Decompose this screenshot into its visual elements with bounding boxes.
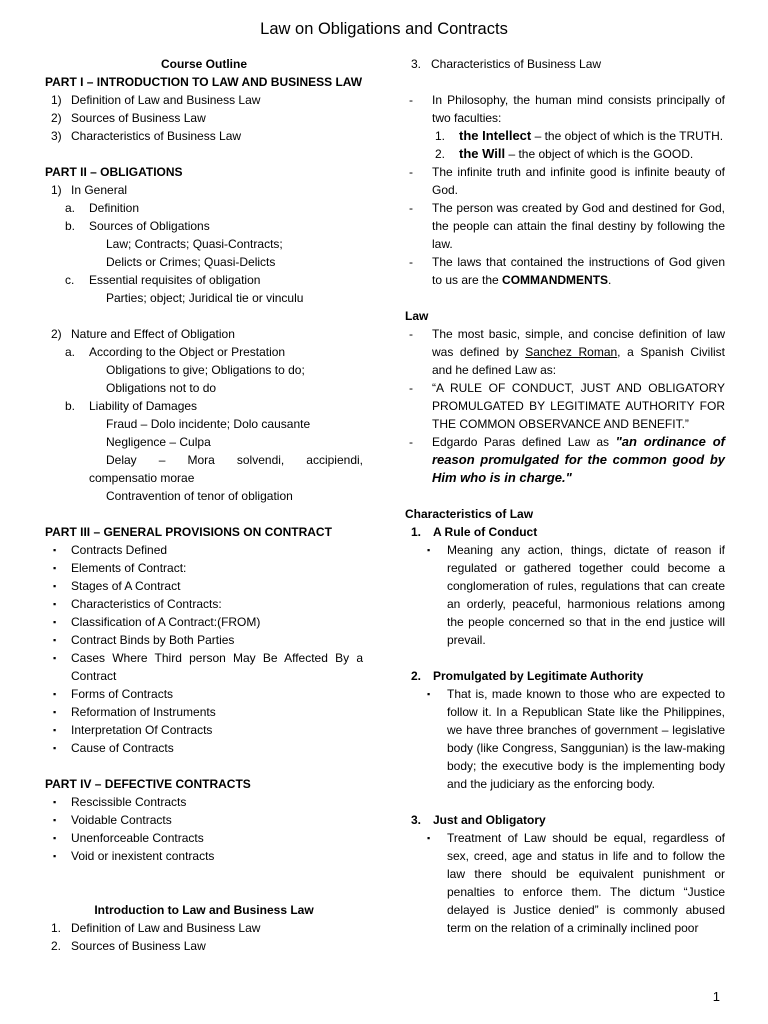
part3-list xyxy=(45,541,363,757)
bullet-marker: ▪ xyxy=(53,743,57,753)
list-item: 1) Definition of Law and Business Law xyxy=(51,93,261,107)
bullet-marker: ▪ xyxy=(53,617,57,627)
list-item xyxy=(45,739,363,757)
list-item-text: Interpretation Of Contracts xyxy=(71,723,213,737)
characteristic-body: ▪ Treatment of Law should be equal, regardless of sex, creed, age and status in life and to follow the law there should be equivalent punishment or penalties to enforce them. The dictum “Justice delayed is Justice denied” is commonly abused term on the relation of a criminally inclined poor xyxy=(427,831,725,935)
list-detail: Negligence – Culpa xyxy=(106,435,211,449)
list-item xyxy=(45,649,363,685)
list-detail: Contravention of tenor of obligation xyxy=(106,489,293,503)
list-detail: Law; Contracts; Quasi-Contracts; xyxy=(106,237,283,251)
list-item xyxy=(45,613,363,631)
list-item xyxy=(45,631,363,649)
list-detail: Delicts or Crimes; Quasi-Delicts xyxy=(106,255,276,269)
list-detail xyxy=(45,451,363,469)
bullet-marker: ▪ xyxy=(53,635,57,645)
dash-paragraph: - The laws that contained the instructions of God given to us are the COMMANDMENTS. xyxy=(409,255,725,287)
list-item: c. Essential requisites of obligation xyxy=(65,273,261,287)
list-item: 1) In General xyxy=(51,183,128,197)
list-item-text: Contracts Defined xyxy=(71,543,168,557)
list-item-text: Unenforceable Contracts xyxy=(71,831,204,845)
list-item xyxy=(45,559,363,577)
list-item-text: Characteristics of Contracts: xyxy=(71,597,222,611)
bullet-marker: ▪ xyxy=(53,563,57,573)
list-item-text: Forms of Contracts xyxy=(71,687,174,701)
list-item xyxy=(45,577,363,595)
bullet-marker: ▪ xyxy=(53,833,57,843)
list-item xyxy=(45,541,363,559)
part4-heading: PART IV – DEFECTIVE CONTRACTS xyxy=(45,777,251,791)
dash-paragraph: - “A RULE OF CONDUCT, JUST AND OBLIGATORY PROMULGATED BY LEGITIMATE AUTHORITY FOR THE COMMON OBSERVANCE AND BENEFIT.” xyxy=(409,381,725,431)
characteristic-title: 3. Just and Obligatory xyxy=(411,813,546,827)
faculty-item: 2. the Will – the object of which is the GOOD. xyxy=(435,146,694,161)
list-item: b. Liability of Damages xyxy=(65,399,198,413)
bullet-marker: ▪ xyxy=(53,581,57,591)
dash-paragraph: - The most basic, simple, and concise definition of law was defined by Sanchez Roman, a Spanish Civilist and he defined Law as: xyxy=(409,327,726,377)
bullet-marker: ▪ xyxy=(53,707,57,717)
list-item-text: Cases Where Third person May Be Affected By a Contract xyxy=(71,651,363,683)
faculty-item: 1. the Intellect – the object of which is the TRUTH. xyxy=(435,128,724,143)
list-item: 3. Characteristics of Business Law xyxy=(411,57,602,71)
bullet-marker: ▪ xyxy=(53,689,57,699)
characteristic-title: 2. Promulgated by Legitimate Authority xyxy=(411,669,644,683)
part4-list xyxy=(45,793,363,865)
bullet-marker: ▪ xyxy=(53,545,57,555)
part2-heading: PART II – OBLIGATIONS xyxy=(45,165,183,179)
characteristic-title: 1. A Rule of Conduct xyxy=(411,525,538,539)
course-outline-heading: Course Outline xyxy=(160,57,247,71)
list-item xyxy=(45,721,363,739)
list-detail: Obligations to give; Obligations to do; xyxy=(106,363,305,377)
dash-paragraph: - The person was created by God and destined for God, the people can attain the final destiny by following the law. xyxy=(409,201,725,251)
bullet-marker: ▪ xyxy=(53,599,57,609)
list-item xyxy=(45,829,363,847)
list-detail: Obligations not to do xyxy=(106,381,217,395)
list-item-text: Elements of Contract: xyxy=(71,561,187,575)
list-item-text: Stages of A Contract xyxy=(71,579,181,593)
list-detail: Parties; object; Juridical tie or vinculu xyxy=(106,291,304,305)
list-item-text: Reformation of Instruments xyxy=(71,705,216,719)
left-column xyxy=(45,55,363,955)
list-item xyxy=(45,847,363,865)
list-item: a. Definition xyxy=(65,201,140,215)
list-item: 1. Definition of Law and Business Law xyxy=(51,921,261,935)
bullet-marker: ▪ xyxy=(53,653,57,663)
list-item xyxy=(45,595,363,613)
characteristic-body: ▪ Meaning any action, things, dictate of reason if regulated or gathered together could become a conglomeration of rules, regulations that can create an orderly, peaceful, harmonious relations among the people concerned so that in the end justice will prevail. xyxy=(427,543,725,647)
page-number: 1 xyxy=(712,989,720,1004)
delay-line: Delay – Mora solvendi, accipiendi, xyxy=(106,453,363,467)
dash-paragraph: - Edgardo Paras defined Law as "an ordinance of reason promulgated for the common good by Him who is in charge." xyxy=(409,434,726,485)
part1-heading: PART I – INTRODUCTION TO LAW AND BUSINESS LAW xyxy=(45,75,363,89)
right-column xyxy=(405,55,725,937)
list-item-text: Cause of Contracts xyxy=(71,741,174,755)
list-item: 2. Sources of Business Law xyxy=(51,939,206,953)
list-item: a. According to the Object or Prestation xyxy=(65,345,286,359)
document-title: Law on Obligations and Contracts xyxy=(260,20,508,38)
list-item xyxy=(45,685,363,703)
list-item: b. Sources of Obligations xyxy=(65,219,210,233)
list-detail: Fraud – Dolo incidente; Dolo causante xyxy=(106,417,311,431)
list-item-text: Rescissible Contracts xyxy=(71,795,187,809)
characteristic-body: ▪ That is, made known to those who are expected to follow it. In a Republican State like the Philippines, we have three branches of government – legislative body (like Congress, Sanggunian) is the law-making body; the executive body is the implementing body and the judiciary as the enforcing body. xyxy=(427,687,725,791)
dash-paragraph: - In Philosophy, the human mind consists principally of two faculties: xyxy=(409,93,725,125)
list-item: 2) Nature and Effect of Obligation xyxy=(51,327,235,341)
characteristics-heading: Characteristics of Law xyxy=(405,507,534,521)
list-item-text: Contract Binds by Both Parties xyxy=(71,633,235,647)
list-item: 3) Characteristics of Business Law xyxy=(51,129,242,143)
bullet-marker: ▪ xyxy=(53,797,57,807)
bullet-marker: ▪ xyxy=(53,815,57,825)
part3-heading: PART III – GENERAL PROVISIONS ON CONTRACT xyxy=(45,525,332,539)
bullet-marker: ▪ xyxy=(53,725,57,735)
dash-paragraph: - The infinite truth and infinite good is infinite beauty of God. xyxy=(409,165,725,197)
list-item xyxy=(45,811,363,829)
list-item-text: Void or inexistent contracts xyxy=(71,849,215,863)
law-heading: Law xyxy=(405,309,429,323)
bullet-marker: ▪ xyxy=(53,851,57,861)
list-item: 2) Sources of Business Law xyxy=(51,111,206,125)
list-item-text: Voidable Contracts xyxy=(71,813,172,827)
list-detail: compensatio morae xyxy=(89,471,195,485)
intro-heading: Introduction to Law and Business Law xyxy=(94,903,314,917)
list-item xyxy=(45,703,363,721)
list-item-text: Classification of A Contract:(FROM) xyxy=(71,615,261,629)
list-item xyxy=(45,793,363,811)
